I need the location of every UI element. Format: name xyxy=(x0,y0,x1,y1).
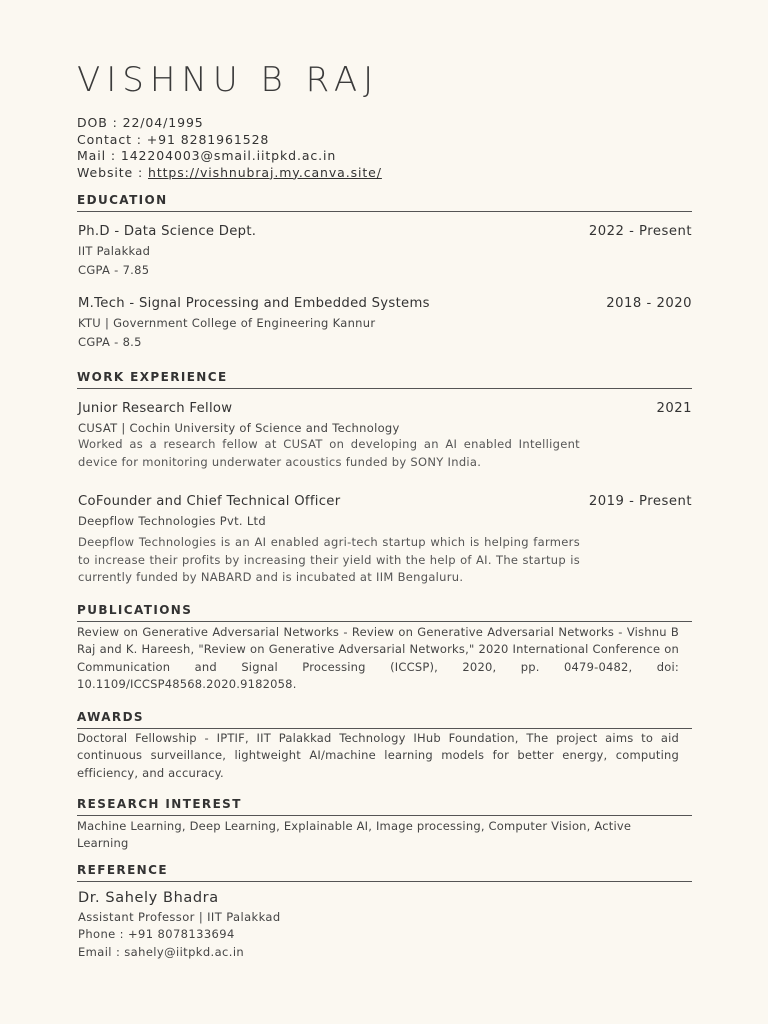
mail-line: Mail : 142204003@smail.iitpkd.ac.in xyxy=(77,148,337,164)
education-entry xyxy=(78,224,692,277)
publication-text: - Review on Generative Adversarial Networks - Vishnu B Raj and K. Hareesh, "Review on Generative Adversarial Networks," 2020 International Conference on Communication and Signal Processing (ICCSP), 2020, pp. 0479-0482, doi: 10.1109/ICCSP48568.2020.9182058. xyxy=(77,625,679,691)
reference-phone: Phone : +91 8078133694 xyxy=(78,927,235,942)
degree-date: 2022 - Present xyxy=(588,224,692,239)
candidate-name: VISHNU B RAJ xyxy=(77,60,380,100)
publication-title: Review on Generative Adversarial Networks xyxy=(77,625,340,639)
work-entry xyxy=(78,401,692,471)
work-heading: WORK EXPERIENCE xyxy=(77,370,692,389)
job-date: 2021 xyxy=(656,401,692,416)
research-text: Machine Learning, Deep Learning, Explainable AI, Image processing, Computer Vision, Active Learning xyxy=(77,819,632,851)
degree-date: 2018 - 2020 xyxy=(606,296,692,311)
awards-heading: AWARDS xyxy=(77,710,692,729)
job-title: CoFounder and Chief Technical Officer xyxy=(78,494,341,509)
grade: CGPA - 7.85 xyxy=(78,263,150,277)
contact-block xyxy=(77,115,382,181)
reference-email: Email : sahely@iitpkd.ac.in xyxy=(78,944,245,959)
award-title: Doctoral Fellowship xyxy=(77,731,197,745)
job-org: CUSAT | Cochin University of Science and Technology xyxy=(78,421,400,435)
reference-position: Assistant Professor | IIT Palakkad xyxy=(78,910,281,924)
publications-heading: PUBLICATIONS xyxy=(77,603,692,622)
job-description: Worked as a research fellow at CUSAT on developing an AI enabled Intelligent device for monitoring underwater acoustics funded by SONY India. xyxy=(78,437,580,469)
reference-entry xyxy=(78,890,692,961)
dob-line: DOB : 22/04/1995 xyxy=(77,115,204,130)
phone-line: Contact : +91 8281961528 xyxy=(77,131,270,147)
work-entry xyxy=(78,494,692,587)
institution: IIT Palakkad xyxy=(78,244,151,258)
grade: CGPA - 8.5 xyxy=(78,335,142,349)
award-entry xyxy=(77,730,679,782)
job-description: Deepflow Technologies is an AI enabled agri-tech startup which is helping farmers to increase their profits by increasing their yield with the help of AI. The startup is currently funded by NABARD and is incubated at IIM Bengaluru. xyxy=(78,535,580,584)
degree-title: Ph.D - Data Science Dept. xyxy=(78,224,257,239)
reference-name: Dr. Sahely Bhadra xyxy=(78,890,219,906)
job-org: Deepflow Technologies Pvt. Ltd xyxy=(78,514,266,528)
education-entry xyxy=(78,296,692,349)
research-heading: RESEARCH INTEREST xyxy=(77,797,692,816)
reference-heading: REFERENCE xyxy=(77,863,692,882)
award-text: - IPTIF, IIT Palakkad Technology IHub Foundation, The project aims to aid continuous surveillance, lightweight AI/machine learning models for better energy, computing efficiency, and accuracy. xyxy=(77,731,679,780)
job-title: Junior Research Fellow xyxy=(78,401,233,416)
degree-title: M.Tech - Signal Processing and Embedded Systems xyxy=(78,296,430,311)
website-label: Website : xyxy=(77,164,148,180)
publication-entry xyxy=(77,624,679,693)
institution: KTU | Government College of Engineering Kannur xyxy=(78,316,376,330)
website-link[interactable]: https://vishnubraj.my.canva.site/ xyxy=(148,164,382,180)
job-date: 2019 - Present xyxy=(588,494,692,509)
education-heading: EDUCATION xyxy=(77,193,692,212)
website-line xyxy=(77,165,382,182)
